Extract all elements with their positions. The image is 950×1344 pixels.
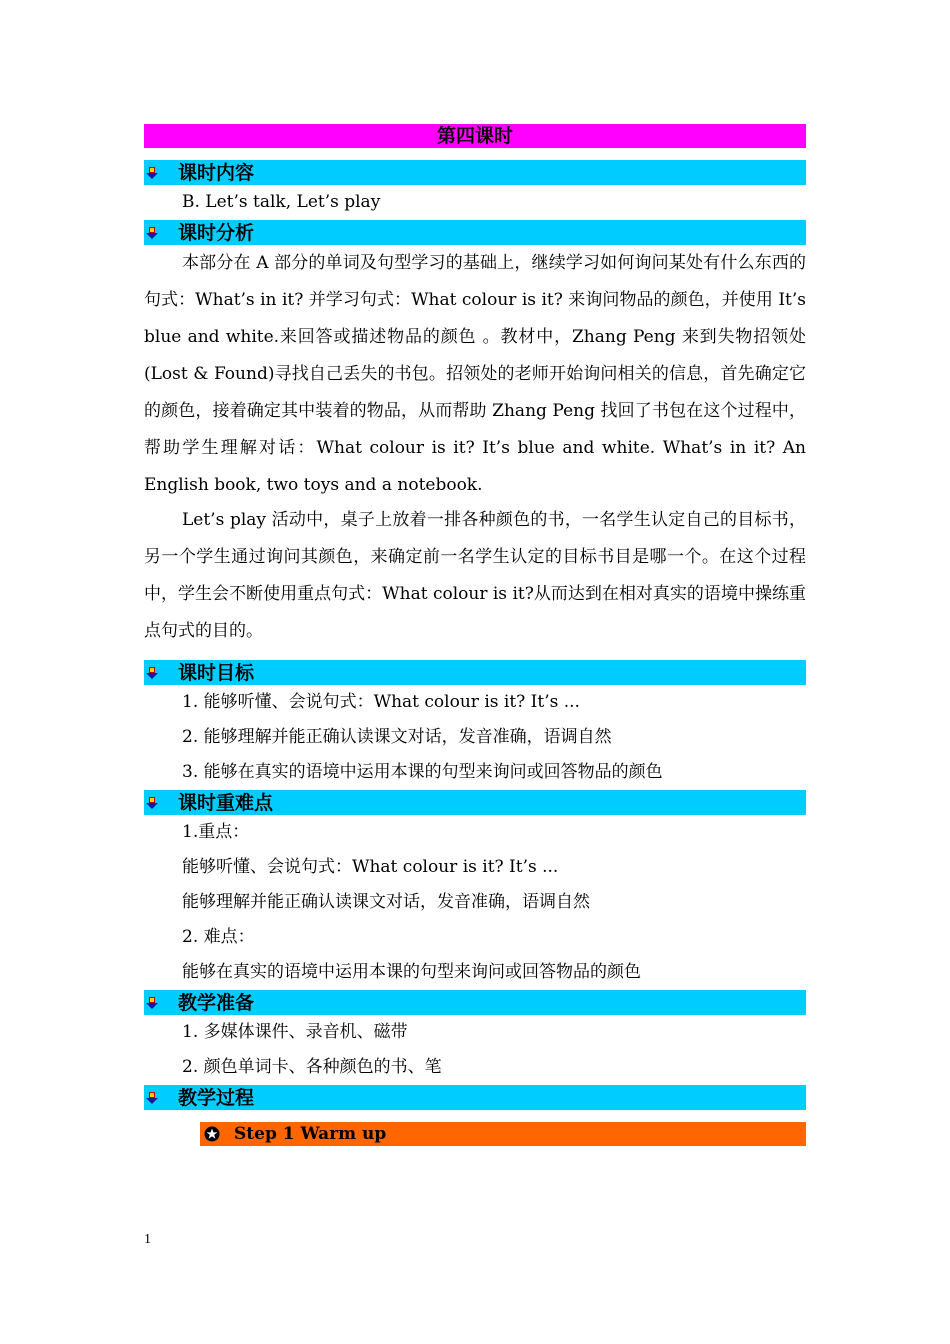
star-circle-icon: [204, 1126, 220, 1142]
step-heading: [200, 1122, 806, 1146]
document-page: [144, 124, 806, 1146]
section-heading-label: 教学过程: [178, 1087, 255, 1109]
section-heading-label: 课时分析: [178, 222, 255, 244]
section-heading-key-points: [144, 790, 806, 815]
goal-item: 3. 能够在真实的语境中运用本课的句型来询问或回答物品的颜色: [182, 762, 663, 782]
bookmark-arrow-icon: [146, 227, 158, 239]
key-point-item: 能够听懂、会说句式：What colour is it? It’s ...: [182, 857, 559, 877]
key-point-item: 1.重点：: [182, 822, 250, 842]
bookmark-arrow-icon: [146, 167, 158, 179]
section-heading-label: 教学准备: [178, 992, 255, 1014]
preparation-item: 2. 颜色单词卡、各种颜色的书、笔: [182, 1057, 442, 1077]
section-heading-goals: [144, 660, 806, 685]
key-point-item: 能够在真实的语境中运用本课的句型来询问或回答物品的颜色: [182, 962, 641, 982]
section-heading-process: [144, 1085, 806, 1110]
section-heading-label: 课时内容: [178, 162, 255, 184]
section-heading-analysis: [144, 220, 806, 245]
content-text: B. Let’s talk, Let’s play: [182, 192, 381, 212]
page-number: 1: [144, 1232, 151, 1247]
key-point-item: 能够理解并能正确认读课文对话，发音准确，语调自然: [182, 892, 590, 912]
preparation-item: 1. 多媒体课件、录音机、磁带: [182, 1022, 408, 1042]
section-heading-preparation: [144, 990, 806, 1015]
lesson-title: 第四课时: [144, 124, 806, 148]
bookmark-arrow-icon: [146, 997, 158, 1009]
section-heading-label: 课时重难点: [178, 792, 274, 814]
key-point-item: 2. 难点：: [182, 927, 255, 947]
goal-item: 2. 能够理解并能正确认读课文对话，发音准确，语调自然: [182, 727, 612, 747]
section-heading-label: 课时目标: [178, 662, 255, 684]
section-heading-content: [144, 160, 806, 185]
bookmark-arrow-icon: [146, 667, 158, 679]
analysis-paragraph-1: 本部分在 A 部分的单词及句型学习的基础上，继续学习如何询问某处有什么东西的句式：What’s in it? 并学习句式：What colour is it? 来询问物品的颜色，并使用 It’s blue and white.来回答或描述物品的颜色 。教材中，Zhang Peng 来到失物招领处(Lost & Found)寻找自己丢失的书包。招领处的老师开始询问相关的信息，首先确定它的颜色，接着确定其中装着的物品，从而帮助 Zhang Peng 找回了书包在这个过程中，帮助学生理解对话：What colour is it? It’s blue and white. What’s in it? An English book, two toys and a notebook.: [144, 253, 806, 495]
step-label: Step 1 Warm up: [234, 1124, 387, 1144]
bookmark-arrow-icon: [146, 797, 158, 809]
analysis-paragraph-2: Let’s play 活动中，桌子上放着一排各种颜色的书，一名学生认定自己的目标书，另一个学生通过询问其颜色，来确定前一名学生认定的目标书目是哪一个。在这个过程中，学生会不断使用重点句式：What colour is it?从而达到在相对真实的语境中操练重点句式的目的。: [144, 510, 806, 641]
bookmark-arrow-icon: [146, 1092, 158, 1104]
goal-item: 1. 能够听懂、会说句式：What colour is it? It’s ...: [182, 692, 580, 712]
